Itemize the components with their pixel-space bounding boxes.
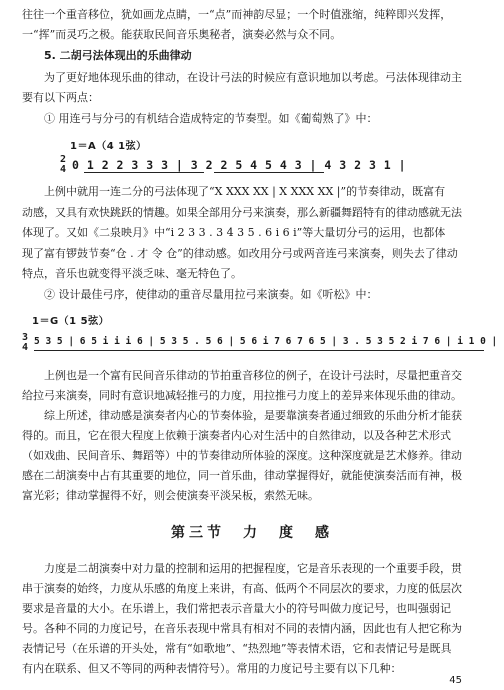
paragraph-line: 综上所述，律动感是演奏者内心的节奏体验，是要靠演奏者通过细致的乐曲分析才能获 (44, 409, 462, 422)
paragraph-line: 上例也是一个富有民间音乐律动的节拍重音移位的例子，在设计弓法时，尽量把重音交 (44, 369, 462, 382)
paragraph-line: 特点，音乐也就变得平淡乏味、毫无特色了。 (22, 267, 242, 280)
paragraph-line: 力度是二胡演奏中对力量的控制和运用的把握程度，它是音乐表现的一个重要手段，贯 (44, 562, 462, 575)
section-heading: 第三节 力 度 感 (171, 525, 333, 541)
paragraph-line: 得的。而且，它在很大程度上依赖于演奏者内心对生活中的自然律动，以及各种艺术形式 (22, 429, 451, 442)
paragraph-line: 现了富有锣鼓节奏“仓 . 才 令 仓”的律动感。如改用分弓或两音连弓来演奏，则失去了律动 (22, 247, 458, 260)
paragraph-line: 给拉弓来演奏，同时有意识地减轻推弓的力度，用拉推弓力度上的差异来体现乐曲的律动。 (22, 389, 462, 402)
paragraph-line: 要求是音量的大小。在乐谱上，我们常把表示音量大小的符号叫做力度记号，也叫强弱记 (22, 602, 451, 615)
paragraph-line: 上例中就用一连二分的弓法体现了“X XXX XX | X XXX XX |”的节奏律动，既富有 (44, 185, 446, 198)
underline-beam (84, 172, 204, 173)
paragraph-line: 往往一个重音移位，犹如画龙点睛，一“点”而神韵尽显；一个时值涨缩，纯粹即兴发挥， (22, 8, 452, 21)
paragraph-line: 感在二胡演奏中占有其重要的地位，同一首乐曲，律动掌握得好，就能使演奏活而有神，极 (22, 469, 462, 482)
paragraph-line: 为了更好地体现乐曲的律动，在设计弓法的时候应有意识地加以考虑。弓法体现律动主 (44, 71, 462, 84)
music-notation-1: 0 1 2 2 3 3 3 | 3 2 2 5 4 5 4 3 | 4 3 2 3 1 | (72, 158, 407, 172)
paragraph-line: 体现了。又如《二泉映月》中“i 2 3 3 . 3 4 3 5 . 6 i 6 i”等大量切分弓的运用，也都体 (22, 226, 446, 239)
paragraph-line: 表情记号（在乐谱的开头处，常有“如歌地”、“热烈地”等表情术语，它和表情记号是既具 (22, 642, 452, 655)
music-notation-2: 5 3 5 | 6 5 i i i 6 | 5 3 5 . 5 6 | 5 6 i 7 6 7 6 5 | 3 . 5 3 5 2 i 7 6 | i 1 0 | (34, 336, 498, 347)
underline-beam (34, 350, 484, 351)
subheading: 5. 二胡弓法体现出的乐曲律动 (44, 49, 192, 62)
paragraph-line: ② 设计最佳弓序，使律动的重音尽量用拉弓来演奏。如《听松》中： (44, 288, 378, 301)
time-signature-1: 2 4 (60, 154, 67, 175)
paragraph-line: 动感，又具有欢快跳跃的情趣。如果全部用分弓来演奏，那么新疆舞蹈特有的律动感就无法 (22, 206, 462, 219)
paragraph-line: ① 用连弓与分弓的有机结合造成特定的节奏型。如《葡萄熟了》中： (44, 112, 378, 125)
paragraph-line: （如戏曲、民间音乐、舞蹈等）中的节奏律动所体验的深度。这种深度就是艺术修养。律动 (22, 449, 462, 462)
music-key-2: 1＝G（1 5弦） (32, 316, 110, 327)
paragraph-line: 有内在联系、但又不等同的两种表情符号）。常用的力度记号主要有以下几种： (22, 662, 402, 675)
page-number: 45 (449, 675, 462, 686)
underline-beam (214, 172, 324, 173)
paragraph-line: 一“挥”而灵巧之极。能获取民间音乐奥秘者，演奏必然与众不同。 (22, 28, 342, 41)
time-signature-2: 3 4 (22, 332, 29, 353)
paragraph-line: 串于演奏的始终，力度从乐感的角度上来讲，有高、低两个不同层次的要求，力度的低层次 (22, 582, 462, 595)
paragraph-line: 号。各种不同的力度记号，在音乐表现中常具有相对不同的表情内涵，因此也有人把它称为 (22, 622, 462, 635)
paragraph-line: 富光彩；律动掌握得不好，则会使演奏平淡呆板，索然无味。 (22, 489, 319, 502)
music-key-1: 1＝A（4 1弦） (70, 141, 147, 152)
paragraph-line: 要有以下两点： (22, 91, 99, 104)
